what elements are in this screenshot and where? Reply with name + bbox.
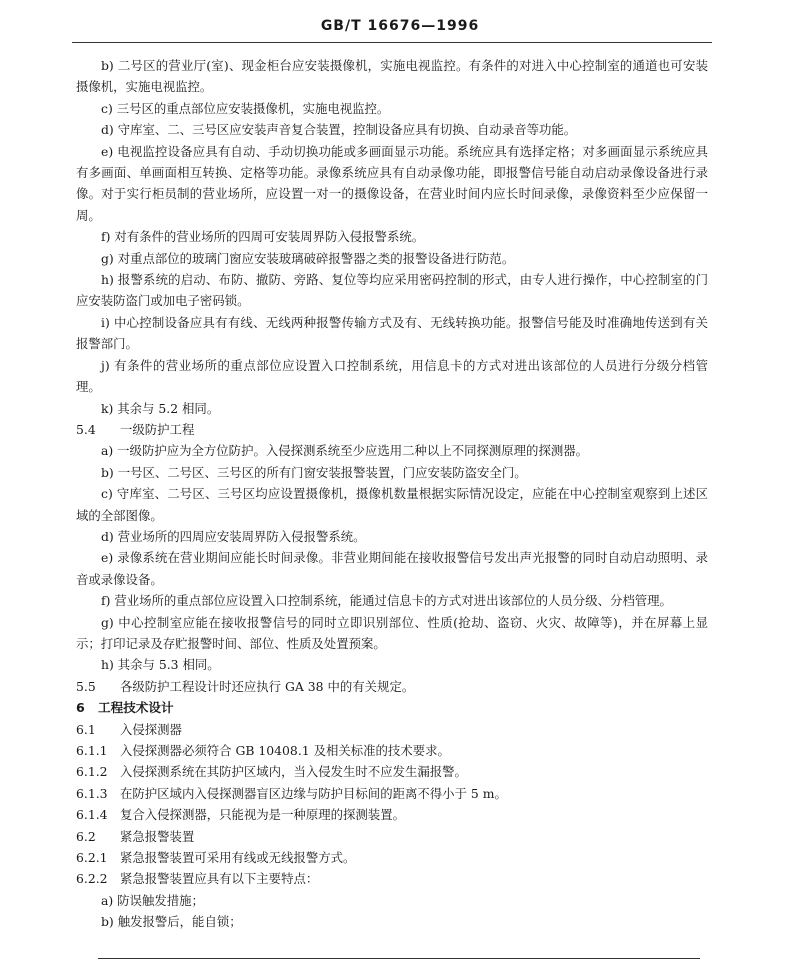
section-title: 一级防护工程	[120, 421, 195, 437]
section-6-1-4	[76, 804, 708, 825]
section-number: 6.1	[76, 721, 96, 737]
section-number: 6.1.1	[76, 743, 108, 758]
section-6-2-2	[76, 868, 708, 889]
section-text: 紧急报警装置	[120, 828, 195, 844]
section-number: 6.2	[76, 828, 96, 844]
clause-5-4-a: a) 一级防护应为全方位防护。入侵探测系统至少应选用二种以上不同探测原理的探测器。	[101, 443, 589, 459]
bottom-rule	[98, 958, 700, 959]
section-5-4-heading	[76, 419, 708, 440]
clause-5-3-g: g) 对重点部位的玻璃门窗应安装玻璃破碎报警器之类的报警设备进行防范。	[101, 250, 515, 266]
section-text: 各级防护工程设计时还应执行 GA 38 中的有关规定。	[120, 678, 415, 694]
clause-5-3-d: d) 守库室、二、三号区应安装声音复合装置，控制设备应具有切换、自动录音等功能。	[101, 122, 577, 138]
clause-5-3-j: j) 有条件的营业场所的重点部位应设置入口控制系统，用信息卡的方式对进出该部位的人员进行分级分档管理。	[76, 357, 708, 395]
section-number: 6.1.3	[76, 785, 108, 801]
document-body	[76, 55, 708, 933]
clause-5-4-b: b) 一号区、二号区、三号区的所有门窗安装报警装置，门应安装防盗安全门。	[101, 464, 527, 480]
chapter-title: 工程技术设计	[98, 700, 174, 716]
section-text: 紧急报警装置应具有以下主要特点：	[120, 871, 319, 887]
section-number: 5.5	[76, 678, 96, 694]
clause-5-3-c: c) 三号区的重点部位应安装摄像机，实施电视监控。	[101, 100, 390, 116]
section-text: 复合入侵探测器，只能视为是一种原理的探测装置。	[120, 807, 405, 823]
clause-5-4-e: e) 录像系统在营业期间应能长时间录像。非营业期间能在接收报警信号发出声光报警的同时自动启动照明、录音或录像设备。	[76, 550, 708, 587]
clause-5-4-g: g) 中心控制室应能在接收报警信号的同时立即识别部位、性质(抢劫、盗窃、火灾、故障等)，并在屏幕上显示；打印记录及存贮报警时间、部位、性质及处置预案。	[76, 614, 708, 651]
section-number: 6.2.2	[76, 871, 108, 887]
section-6-1-3	[76, 783, 708, 804]
clause-6-2-2-a: a) 防误触发措施；	[101, 892, 204, 908]
section-number: 6.2.1	[76, 850, 108, 866]
clause-5-3-i: i) 中心控制设备应具有有线、无线两种报警传输方式及有、无线转换功能。报警信号能及时准确地传送到有关报警部门。	[76, 314, 708, 352]
clause-5-4-f: f) 营业场所的重点部位应设置入口控制系统，能通过信息卡的方式对进出该部位的人员分级、分档管理。	[101, 593, 672, 609]
clause-5-3-h: h) 报警系统的启动、布防、撤防、旁路、复位等均应采用密码控制的形式，由专人进行操作，中心控制室的门应安装防盗门或加电子密码锁。	[76, 272, 708, 309]
section-number: 5.4	[76, 421, 96, 437]
clause-5-4-c: c) 守库室、二号区、三号区均应设置摄像机，摄像机数量根据实际情况设定，应能在中心控制室观察到上述区域的全部图像。	[76, 486, 708, 523]
section-text: 在防护区域内入侵探测器盲区边缘与防护目标间的距离不得小于 5 m。	[120, 785, 507, 801]
section-6-1	[76, 719, 708, 740]
header-rule	[72, 42, 712, 43]
clause-5-3-f: f) 对有条件的营业场所的四周可安装周界防入侵报警系统。	[101, 229, 425, 245]
clause-5-4-h: h) 其余与 5.3 相同。	[101, 657, 220, 673]
section-number: 6.1.4	[76, 807, 108, 823]
section-text: 入侵探测器	[120, 721, 182, 737]
section-text: 入侵探测系统在其防护区域内，当入侵发生时不应发生漏报警。	[120, 764, 467, 780]
section-text: 紧急报警装置可采用有线或无线报警方式。	[120, 850, 356, 866]
section-6-1-2	[76, 761, 708, 782]
section-5-5	[76, 676, 708, 697]
section-6-2	[76, 826, 708, 847]
clause-5-3-e: e) 电视监控设备应具有自动、手动切换功能或多画面显示功能。系统应具有选择定格；对多画面显示系统应具有多画面、单画面相互转换、定格等功能。录像系统应具有自动录像功能，即报警信号能自动启动录像设备进行录像。对于实行柜员制的营业场所，应设置一对一的摄像设备，在营业时间内应长时间录像，录像资料至少应保留一周。	[76, 143, 708, 223]
clause-5-3-b: b) 二号区的营业厅(室)、现金柜台应安装摄像机，实施电视监控。有条件的对进入中心控制室的通道也可安装摄像机，实施电视监控。	[76, 58, 708, 95]
clause-5-4-d: d) 营业场所的四周应安装周界防入侵报警系统。	[101, 528, 366, 544]
section-6-2-1	[76, 847, 708, 868]
clause-6-2-2-b: b) 触发报警后，能自锁；	[101, 914, 242, 930]
chapter-6-heading	[76, 697, 708, 718]
section-6-1-1	[76, 740, 708, 761]
section-number: 6.1.2	[76, 764, 108, 780]
clause-5-3-k: k) 其余与 5.2 相同。	[101, 400, 220, 416]
chapter-number: 6	[76, 700, 85, 716]
section-text: 入侵探测器必须符合 GB 10408.1 及相关标准的技术要求。	[120, 743, 450, 758]
page-header: GB/T 16676—1996	[320, 18, 480, 34]
